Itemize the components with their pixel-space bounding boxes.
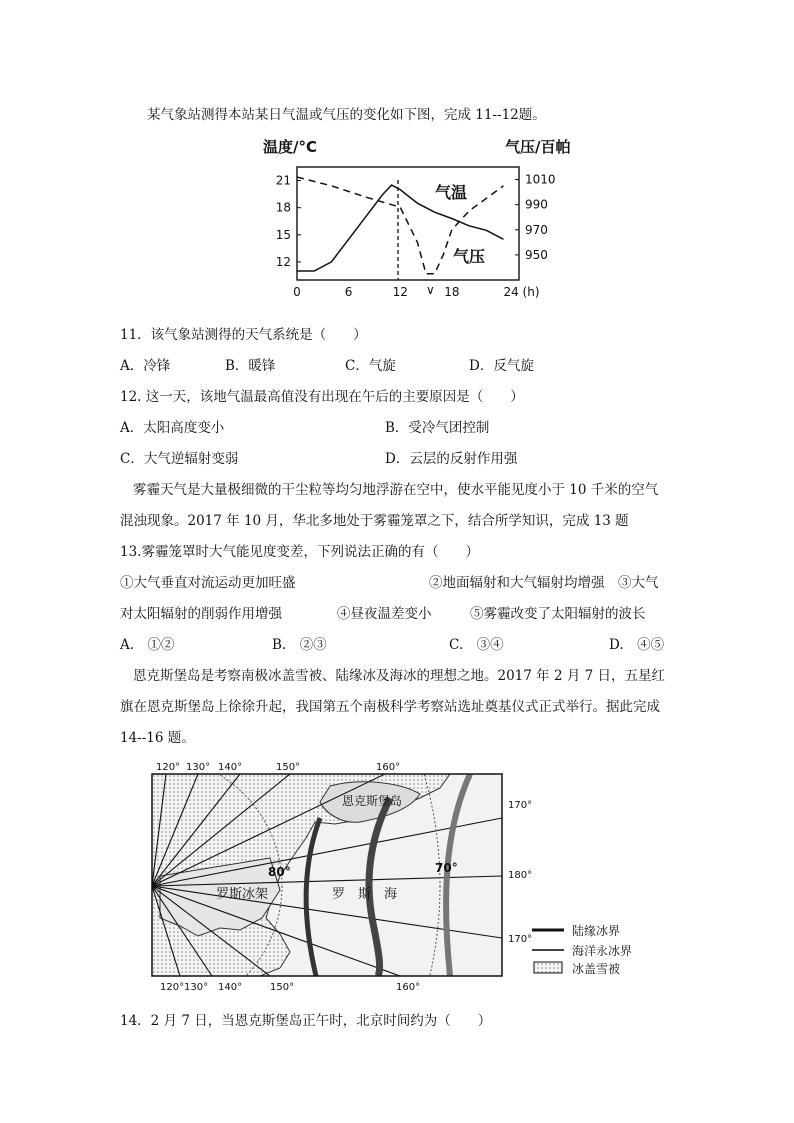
y-right-tick-label: 990 — [525, 197, 548, 212]
q13-option-b[interactable]: B. ②③ — [272, 637, 327, 653]
x-tick-label: 6 — [344, 285, 353, 299]
weather-chart — [255, 132, 585, 304]
right-lon-170b: 170° — [508, 934, 533, 945]
bottom-lon-150: 150° — [270, 982, 295, 993]
q11-option-d[interactable]: D．反气旋 — [469, 358, 534, 374]
legend-ice-sheet-swatch — [534, 962, 562, 973]
intro-14-16-line2: 旗在恩克斯堡岛上徐徐升起，我国第五个南极科学考察站选址奠基仪式正式举行。据此完成 — [120, 699, 660, 715]
q13-statement-1: ①大气垂直对流运动更加旺盛 — [120, 575, 296, 591]
ross-sea-label: 罗 斯 海 — [332, 887, 398, 902]
legend-ice-sheet: 冰盖雪被 — [572, 962, 621, 976]
y-right-label: 气压/百帕 — [505, 138, 571, 156]
y-left-tick-label: 21 — [275, 173, 291, 188]
q14-stem: 14．2 月 7 日，当恩克斯堡岛正午时，北京时间约为（ ） — [120, 1013, 492, 1029]
q13-statement-5: ⑤雾霾改变了太阳辐射的波长 — [470, 606, 646, 622]
lat-80-label: 80° — [268, 865, 291, 879]
temp-label: 气温 — [435, 183, 468, 202]
legend-sea-ice: 海洋永冰界 — [572, 944, 633, 958]
intro-14-16-line3: 14--16 题。 — [120, 730, 195, 746]
island-label: 恩克斯堡岛 — [342, 794, 403, 808]
y-left-tick-label: 18 — [275, 200, 291, 215]
y-left-tick-label: 12 — [275, 254, 291, 269]
top-lon-160: 160° — [376, 762, 401, 773]
q12-option-b[interactable]: B．受冷气团控制 — [385, 420, 490, 436]
intro-13-line1: 雾霾天气是大量极细微的干尘粒等均匀地浮游在空中，使水平能见度小于 10 千米的空气 — [133, 482, 659, 498]
top-lon-130: 130° — [186, 762, 211, 773]
q13-statement-4: ④昼夜温差变小 — [337, 606, 432, 622]
lat-70-label: 70° — [435, 861, 458, 875]
q11-option-c[interactable]: C．气旋 — [345, 358, 396, 374]
press-label: 气压 — [453, 247, 486, 266]
q13-statement-3-cont: 对太阳辐射的削弱作用增强 — [120, 606, 282, 622]
q13-option-a[interactable]: A. ①② — [120, 637, 175, 653]
q13-stem: 13.雾霾笼罩时大气能见度变差，下列说法正确的有（ ） — [120, 544, 479, 560]
bottom-lon-160: 160° — [396, 982, 421, 993]
q13-option-c[interactable]: C. ③④ — [449, 637, 504, 653]
y-right-tick-label: 1010 — [525, 172, 556, 187]
v-mark: ∨ — [426, 283, 435, 297]
q13-option-d[interactable]: D. ④⑤ — [609, 637, 665, 653]
y-left-label: 温度/°C — [263, 138, 317, 156]
intro-11-12: 某气象站测得本站某日气温或气压的变化如下图，完成 11--12题。 — [147, 107, 546, 123]
q11-option-b[interactable]: B．暖锋 — [225, 358, 276, 374]
right-lon-170a: 170° — [508, 800, 533, 811]
x-tick-label: 0 — [293, 285, 301, 299]
q12-option-c[interactable]: C．大气逆辐射变弱 — [120, 451, 239, 467]
q12-option-a[interactable]: A．太阳高度变小 — [120, 420, 225, 436]
bottom-lon-130: 130° — [184, 982, 209, 993]
x-tick-label: 24 (h) — [503, 285, 540, 299]
bottom-lon-120: 120° — [160, 982, 185, 993]
y-right-tick-label: 970 — [525, 222, 548, 237]
top-lon-150: 150° — [276, 762, 301, 773]
y-left-tick-label: 15 — [275, 227, 291, 242]
intro-14-16-line1: 恩克斯堡岛是考察南极冰盖雪被、陆缘冰及海冰的理想之地。2017 年 2 月 7 日，五星红 — [133, 668, 665, 684]
intro-13-line2: 混浊现象。2017 年 10 月，华北多地处于雾霾笼罩之下，结合所学知识，完成 13 题 — [120, 513, 629, 529]
y-right-tick-label: 950 — [525, 247, 548, 262]
q11-option-a[interactable]: A．冷锋 — [120, 358, 171, 374]
top-lon-120: 120° — [156, 762, 181, 773]
x-ticks — [293, 285, 539, 299]
q12-stem: 12. 这一天，该地气温最高值没有出现在午后的主要原因是（ ） — [120, 389, 524, 405]
q12-option-d[interactable]: D．云层的反射作用强 — [385, 451, 518, 467]
x-tick-label: 18 — [444, 285, 460, 299]
y-right-ticks — [515, 173, 556, 262]
ross-sea-map — [120, 758, 650, 998]
q11-stem: 11．该气象站测得的天气系统是（ ） — [120, 327, 367, 343]
top-lon-140: 140° — [218, 762, 243, 773]
legend-continental-ice: 陆缘冰界 — [572, 924, 621, 938]
ice-shelf-label: 罗斯冰架 — [216, 887, 269, 902]
right-lon-180: 180° — [508, 870, 533, 881]
x-tick-label: 12 — [392, 285, 408, 299]
q13-statement-2-3: ②地面辐射和大气辐射均增强 ③大气 — [429, 575, 659, 591]
bottom-lon-140: 140° — [218, 982, 243, 993]
